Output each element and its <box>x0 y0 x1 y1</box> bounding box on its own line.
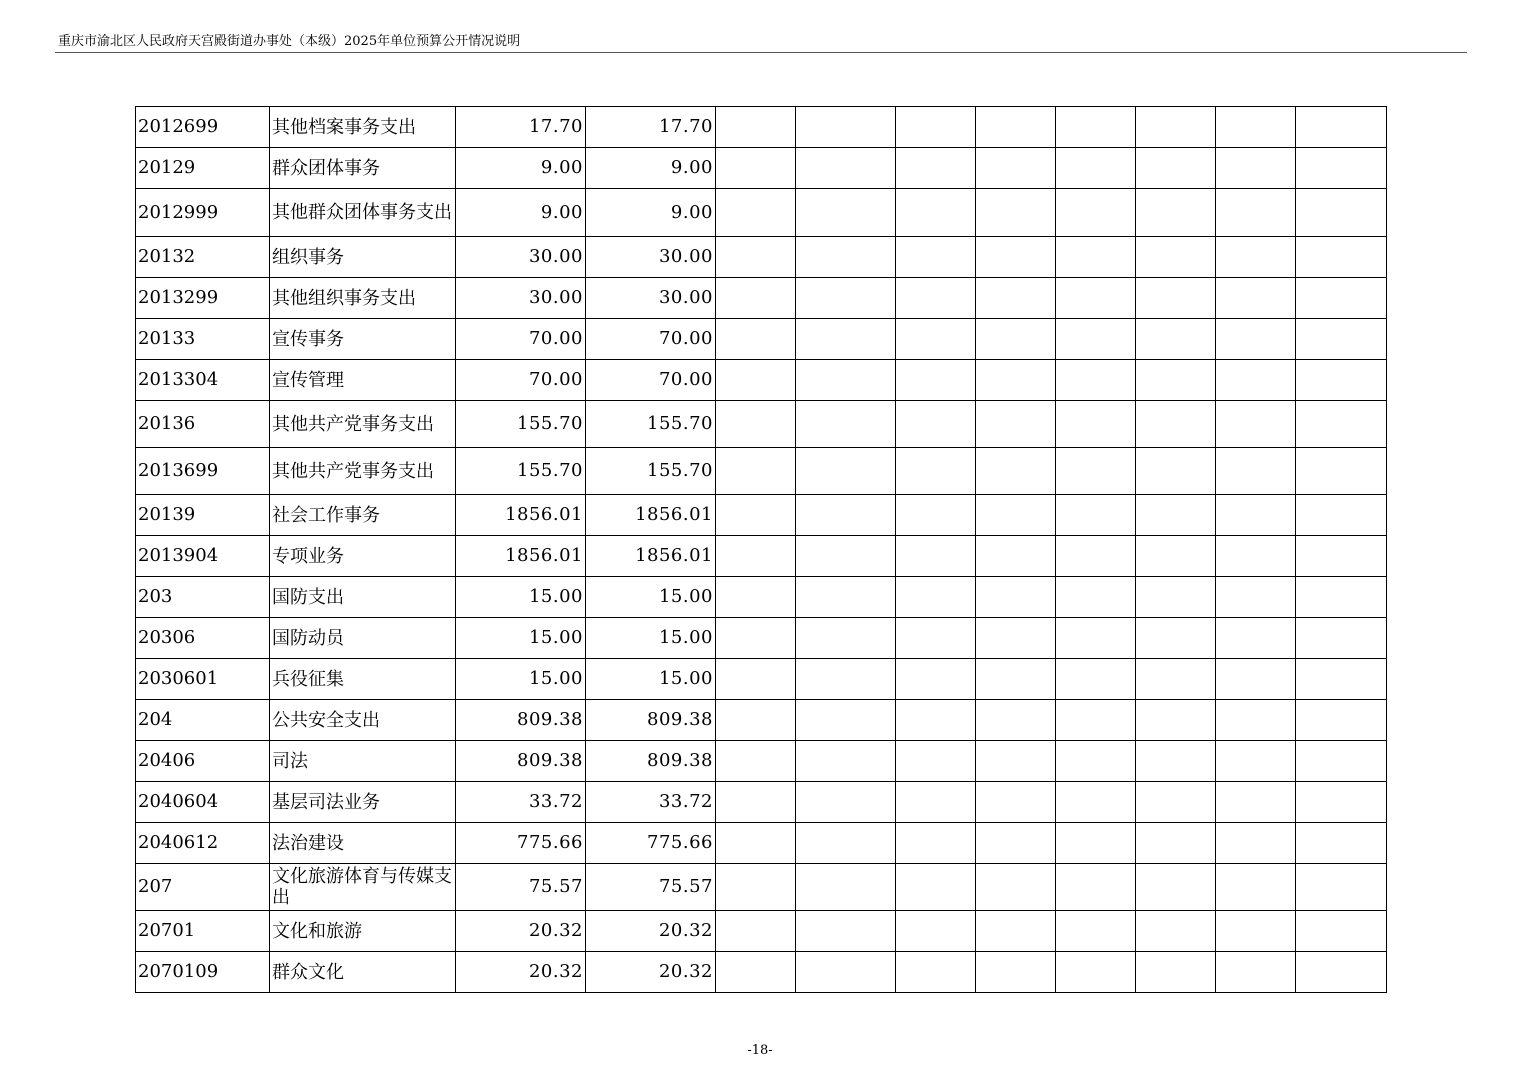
empty-cell <box>1136 618 1216 659</box>
table-row <box>136 741 1387 782</box>
empty-cell <box>1216 536 1296 577</box>
total-amount-cell: 155.70 <box>456 401 586 448</box>
empty-cell <box>1296 107 1387 148</box>
empty-cell <box>796 659 896 700</box>
empty-cell <box>1216 864 1296 911</box>
empty-cell <box>896 864 976 911</box>
empty-cell <box>796 952 896 993</box>
table-row <box>136 536 1387 577</box>
empty-cell <box>716 659 796 700</box>
empty-cell <box>1296 237 1387 278</box>
empty-cell <box>1136 401 1216 448</box>
empty-cell <box>796 148 896 189</box>
empty-cell <box>1216 700 1296 741</box>
subject-code-cell: 2013304 <box>136 360 270 401</box>
empty-cell <box>796 741 896 782</box>
total-amount-cell: 809.38 <box>456 700 586 741</box>
empty-cell <box>716 741 796 782</box>
empty-cell <box>976 360 1056 401</box>
empty-cell <box>796 700 896 741</box>
basic-expenditure-cell: 9.00 <box>586 189 716 237</box>
table-row <box>136 148 1387 189</box>
empty-cell <box>1216 823 1296 864</box>
empty-cell <box>716 618 796 659</box>
empty-cell <box>1056 911 1136 952</box>
total-amount-cell: 20.32 <box>456 911 586 952</box>
total-amount-cell: 75.57 <box>456 864 586 911</box>
table-row <box>136 577 1387 618</box>
empty-cell <box>1136 278 1216 319</box>
empty-cell <box>716 189 796 237</box>
empty-cell <box>1136 148 1216 189</box>
empty-cell <box>896 448 976 495</box>
subject-name-cell: 国防动员 <box>270 618 456 659</box>
empty-cell <box>1296 911 1387 952</box>
empty-cell <box>796 577 896 618</box>
empty-cell <box>896 659 976 700</box>
empty-cell <box>716 952 796 993</box>
total-amount-cell: 1856.01 <box>456 536 586 577</box>
empty-cell <box>976 319 1056 360</box>
basic-expenditure-cell: 155.70 <box>586 448 716 495</box>
empty-cell <box>1136 319 1216 360</box>
subject-code-cell: 2013699 <box>136 448 270 495</box>
empty-cell <box>716 577 796 618</box>
basic-expenditure-cell: 15.00 <box>586 577 716 618</box>
total-amount-cell: 33.72 <box>456 782 586 823</box>
basic-expenditure-cell: 9.00 <box>586 148 716 189</box>
subject-code-cell: 2070109 <box>136 952 270 993</box>
empty-cell <box>896 237 976 278</box>
basic-expenditure-cell: 155.70 <box>586 401 716 448</box>
subject-name-cell: 文化旅游体育与传媒支出 <box>270 864 456 911</box>
empty-cell <box>1136 659 1216 700</box>
budget-table <box>135 106 1387 993</box>
subject-name-cell: 司法 <box>270 741 456 782</box>
empty-cell <box>796 401 896 448</box>
subject-name-cell: 宣传事务 <box>270 319 456 360</box>
empty-cell <box>896 360 976 401</box>
empty-cell <box>976 148 1056 189</box>
table-row <box>136 189 1387 237</box>
empty-cell <box>976 237 1056 278</box>
empty-cell <box>896 107 976 148</box>
empty-cell <box>796 237 896 278</box>
empty-cell <box>1296 495 1387 536</box>
empty-cell <box>1216 319 1296 360</box>
empty-cell <box>1056 278 1136 319</box>
empty-cell <box>1136 782 1216 823</box>
table-row <box>136 448 1387 495</box>
empty-cell <box>1056 448 1136 495</box>
empty-cell <box>716 278 796 319</box>
table-row <box>136 823 1387 864</box>
empty-cell <box>896 823 976 864</box>
empty-cell <box>1136 952 1216 993</box>
empty-cell <box>1056 741 1136 782</box>
empty-cell <box>976 401 1056 448</box>
empty-cell <box>1216 189 1296 237</box>
subject-name-cell: 群众团体事务 <box>270 148 456 189</box>
basic-expenditure-cell: 20.32 <box>586 911 716 952</box>
empty-cell <box>896 618 976 659</box>
subject-code-cell: 20136 <box>136 401 270 448</box>
total-amount-cell: 9.00 <box>456 189 586 237</box>
empty-cell <box>896 782 976 823</box>
empty-cell <box>1056 360 1136 401</box>
subject-name-cell: 其他共产党事务支出 <box>270 448 456 495</box>
empty-cell <box>796 823 896 864</box>
empty-cell <box>716 448 796 495</box>
empty-cell <box>1136 360 1216 401</box>
basic-expenditure-cell: 1856.01 <box>586 495 716 536</box>
empty-cell <box>976 577 1056 618</box>
subject-code-cell: 20306 <box>136 618 270 659</box>
empty-cell <box>976 864 1056 911</box>
empty-cell <box>976 448 1056 495</box>
empty-cell <box>796 107 896 148</box>
empty-cell <box>896 741 976 782</box>
empty-cell <box>1296 823 1387 864</box>
subject-code-cell: 2030601 <box>136 659 270 700</box>
empty-cell <box>1296 448 1387 495</box>
empty-cell <box>1056 659 1136 700</box>
empty-cell <box>1216 911 1296 952</box>
basic-expenditure-cell: 75.57 <box>586 864 716 911</box>
total-amount-cell: 15.00 <box>456 659 586 700</box>
empty-cell <box>796 782 896 823</box>
empty-cell <box>796 864 896 911</box>
empty-cell <box>896 911 976 952</box>
subject-name-cell: 公共安全支出 <box>270 700 456 741</box>
empty-cell <box>1216 278 1296 319</box>
empty-cell <box>1296 189 1387 237</box>
empty-cell <box>1136 911 1216 952</box>
table-row <box>136 495 1387 536</box>
table-row <box>136 401 1387 448</box>
subject-name-cell: 其他档案事务支出 <box>270 107 456 148</box>
empty-cell <box>716 782 796 823</box>
basic-expenditure-cell: 15.00 <box>586 618 716 659</box>
total-amount-cell: 15.00 <box>456 618 586 659</box>
empty-cell <box>716 864 796 911</box>
empty-cell <box>1296 618 1387 659</box>
table-row <box>136 659 1387 700</box>
total-amount-cell: 20.32 <box>456 952 586 993</box>
empty-cell <box>1216 659 1296 700</box>
empty-cell <box>1216 495 1296 536</box>
empty-cell <box>896 401 976 448</box>
empty-cell <box>1296 659 1387 700</box>
total-amount-cell: 30.00 <box>456 237 586 278</box>
empty-cell <box>896 700 976 741</box>
basic-expenditure-cell: 20.32 <box>586 952 716 993</box>
table-row <box>136 360 1387 401</box>
empty-cell <box>1296 360 1387 401</box>
empty-cell <box>1056 782 1136 823</box>
empty-cell <box>1216 577 1296 618</box>
empty-cell <box>1136 700 1216 741</box>
subject-code-cell: 207 <box>136 864 270 911</box>
basic-expenditure-cell: 15.00 <box>586 659 716 700</box>
subject-name-cell: 其他群众团体事务支出 <box>270 189 456 237</box>
total-amount-cell: 30.00 <box>456 278 586 319</box>
empty-cell <box>796 618 896 659</box>
empty-cell <box>1136 107 1216 148</box>
empty-cell <box>1296 278 1387 319</box>
empty-cell <box>1136 536 1216 577</box>
subject-code-cell: 2012999 <box>136 189 270 237</box>
subject-code-cell: 2013299 <box>136 278 270 319</box>
subject-code-cell: 20132 <box>136 237 270 278</box>
empty-cell <box>796 448 896 495</box>
subject-code-cell: 2040604 <box>136 782 270 823</box>
empty-cell <box>896 148 976 189</box>
empty-cell <box>1216 237 1296 278</box>
empty-cell <box>1136 448 1216 495</box>
empty-cell <box>1056 189 1136 237</box>
table-row <box>136 782 1387 823</box>
table-row <box>136 618 1387 659</box>
subject-name-cell: 其他组织事务支出 <box>270 278 456 319</box>
empty-cell <box>796 189 896 237</box>
empty-cell <box>1216 618 1296 659</box>
basic-expenditure-cell: 775.66 <box>586 823 716 864</box>
empty-cell <box>1216 360 1296 401</box>
basic-expenditure-cell: 70.00 <box>586 360 716 401</box>
subject-name-cell: 基层司法业务 <box>270 782 456 823</box>
empty-cell <box>1296 782 1387 823</box>
empty-cell <box>716 495 796 536</box>
empty-cell <box>716 237 796 278</box>
subject-name-cell: 组织事务 <box>270 237 456 278</box>
subject-name-cell: 专项业务 <box>270 536 456 577</box>
empty-cell <box>1216 782 1296 823</box>
basic-expenditure-cell: 30.00 <box>586 237 716 278</box>
basic-expenditure-cell: 1856.01 <box>586 536 716 577</box>
table-row <box>136 237 1387 278</box>
total-amount-cell: 809.38 <box>456 741 586 782</box>
empty-cell <box>976 495 1056 536</box>
table-row <box>136 864 1387 911</box>
subject-code-cell: 204 <box>136 700 270 741</box>
basic-expenditure-cell: 17.70 <box>586 107 716 148</box>
empty-cell <box>896 189 976 237</box>
empty-cell <box>1136 741 1216 782</box>
empty-cell <box>896 536 976 577</box>
empty-cell <box>976 189 1056 237</box>
page-number: -18- <box>747 1043 773 1058</box>
empty-cell <box>796 536 896 577</box>
subject-code-cell: 2040612 <box>136 823 270 864</box>
subject-code-cell: 203 <box>136 577 270 618</box>
basic-expenditure-cell: 70.00 <box>586 319 716 360</box>
empty-cell <box>716 107 796 148</box>
subject-code-cell: 20139 <box>136 495 270 536</box>
empty-cell <box>896 952 976 993</box>
total-amount-cell: 70.00 <box>456 319 586 360</box>
empty-cell <box>1056 536 1136 577</box>
table-body <box>136 107 1387 993</box>
empty-cell <box>976 823 1056 864</box>
subject-name-cell: 宣传管理 <box>270 360 456 401</box>
subject-name-cell: 其他共产党事务支出 <box>270 401 456 448</box>
subject-name-cell: 法治建设 <box>270 823 456 864</box>
empty-cell <box>976 278 1056 319</box>
empty-cell <box>1056 952 1136 993</box>
empty-cell <box>1216 107 1296 148</box>
empty-cell <box>796 360 896 401</box>
empty-cell <box>1056 401 1136 448</box>
empty-cell <box>716 319 796 360</box>
table-row <box>136 107 1387 148</box>
table-row <box>136 319 1387 360</box>
empty-cell <box>976 107 1056 148</box>
total-amount-cell: 9.00 <box>456 148 586 189</box>
empty-cell <box>716 148 796 189</box>
subject-name-cell: 兵役征集 <box>270 659 456 700</box>
empty-cell <box>896 495 976 536</box>
empty-cell <box>896 577 976 618</box>
empty-cell <box>1136 495 1216 536</box>
empty-cell <box>1296 952 1387 993</box>
empty-cell <box>1296 741 1387 782</box>
empty-cell <box>1216 741 1296 782</box>
empty-cell <box>1056 864 1136 911</box>
subject-name-cell: 社会工作事务 <box>270 495 456 536</box>
empty-cell <box>1136 237 1216 278</box>
empty-cell <box>716 700 796 741</box>
empty-cell <box>896 319 976 360</box>
total-amount-cell: 15.00 <box>456 577 586 618</box>
empty-cell <box>1056 618 1136 659</box>
empty-cell <box>1056 823 1136 864</box>
page-header-title: 重庆市渝北区人民政府天宫殿街道办事处（本级）2025年单位预算公开情况说明 <box>58 34 521 49</box>
empty-cell <box>1216 448 1296 495</box>
empty-cell <box>1296 148 1387 189</box>
empty-cell <box>1296 577 1387 618</box>
empty-cell <box>976 782 1056 823</box>
empty-cell <box>716 401 796 448</box>
empty-cell <box>1136 189 1216 237</box>
basic-expenditure-cell: 33.72 <box>586 782 716 823</box>
empty-cell <box>796 495 896 536</box>
empty-cell <box>1296 700 1387 741</box>
empty-cell <box>1056 700 1136 741</box>
subject-code-cell: 20129 <box>136 148 270 189</box>
total-amount-cell: 775.66 <box>456 823 586 864</box>
empty-cell <box>976 659 1056 700</box>
empty-cell <box>716 536 796 577</box>
empty-cell <box>976 700 1056 741</box>
subject-code-cell: 20701 <box>136 911 270 952</box>
total-amount-cell: 17.70 <box>456 107 586 148</box>
empty-cell <box>796 911 896 952</box>
empty-cell <box>1216 401 1296 448</box>
empty-cell <box>716 360 796 401</box>
table-row <box>136 911 1387 952</box>
total-amount-cell: 70.00 <box>456 360 586 401</box>
subject-code-cell: 20133 <box>136 319 270 360</box>
empty-cell <box>1136 864 1216 911</box>
table-row <box>136 278 1387 319</box>
empty-cell <box>716 911 796 952</box>
empty-cell <box>796 278 896 319</box>
header-divider <box>55 52 1467 53</box>
empty-cell <box>976 618 1056 659</box>
subject-name-cell: 群众文化 <box>270 952 456 993</box>
basic-expenditure-cell: 809.38 <box>586 741 716 782</box>
empty-cell <box>1136 577 1216 618</box>
total-amount-cell: 155.70 <box>456 448 586 495</box>
empty-cell <box>1296 401 1387 448</box>
empty-cell <box>1296 536 1387 577</box>
empty-cell <box>1216 952 1296 993</box>
empty-cell <box>1056 107 1136 148</box>
empty-cell <box>1056 237 1136 278</box>
empty-cell <box>1136 823 1216 864</box>
empty-cell <box>976 952 1056 993</box>
subject-code-cell: 20406 <box>136 741 270 782</box>
table-row <box>136 952 1387 993</box>
empty-cell <box>1216 148 1296 189</box>
empty-cell <box>896 278 976 319</box>
empty-cell <box>1056 148 1136 189</box>
table-row <box>136 700 1387 741</box>
total-amount-cell: 1856.01 <box>456 495 586 536</box>
basic-expenditure-cell: 30.00 <box>586 278 716 319</box>
subject-name-cell: 文化和旅游 <box>270 911 456 952</box>
empty-cell <box>796 319 896 360</box>
subject-code-cell: 2012699 <box>136 107 270 148</box>
empty-cell <box>1296 319 1387 360</box>
subject-code-cell: 2013904 <box>136 536 270 577</box>
empty-cell <box>976 741 1056 782</box>
empty-cell <box>976 911 1056 952</box>
empty-cell <box>1056 577 1136 618</box>
subject-name-cell: 国防支出 <box>270 577 456 618</box>
empty-cell <box>1296 864 1387 911</box>
basic-expenditure-cell: 809.38 <box>586 700 716 741</box>
empty-cell <box>1056 495 1136 536</box>
empty-cell <box>1056 319 1136 360</box>
empty-cell <box>976 536 1056 577</box>
empty-cell <box>716 823 796 864</box>
